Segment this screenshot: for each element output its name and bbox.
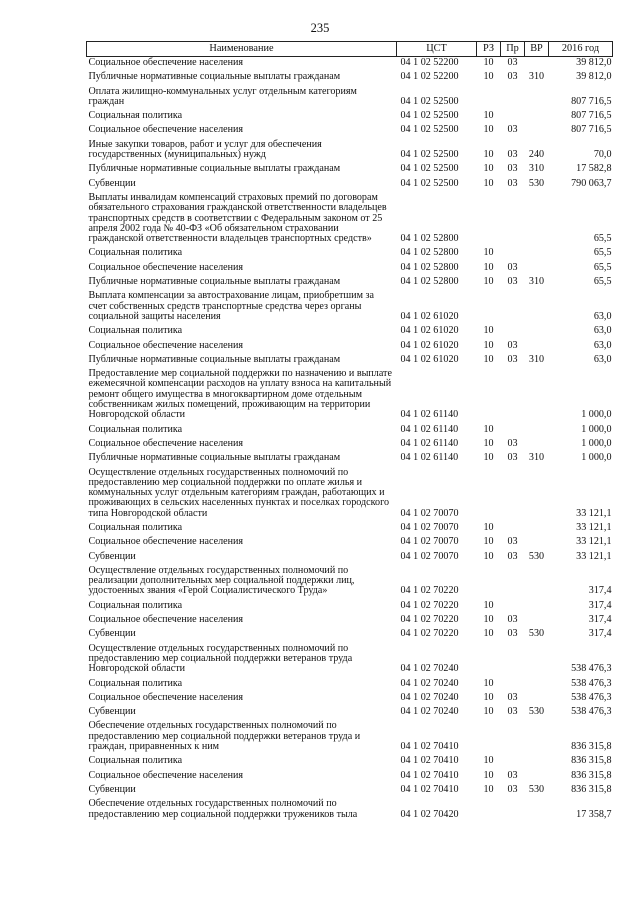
row-rz: 10	[483, 325, 494, 337]
row-pr	[501, 192, 525, 247]
row-amount: 836 315,8	[571, 755, 612, 767]
row-code: 04 1 02 70070	[400, 521, 459, 533]
row-name: Осуществление отдельных государственных полномочий по реализации дополнительных мер социальной поддержки лиц, удостоенных звания «Герой Социалистического Труда»	[88, 564, 355, 597]
row-vr	[525, 192, 549, 247]
row-pr: 03	[507, 452, 518, 464]
row-name: Выплаты инвалидам компенсаций страховых премий по договорам обязательного страхования гражданской ответственности владельцев транспортных средств в соответствии с Федеральным законом от 25 апреля 2002 года № 40-ФЗ «Об обязательном страховании гражданской ответственности владельцев транспортных средств»	[88, 191, 387, 245]
table-row	[87, 424, 613, 438]
row-amount: 65,5	[593, 247, 612, 259]
row-vr	[525, 86, 549, 111]
row-amount: 63,0	[593, 339, 612, 351]
row-amount: 836 315,8	[571, 783, 612, 795]
row-code: 04 1 02 52500	[400, 124, 459, 136]
row-code: 04 1 02 61140	[400, 452, 459, 464]
row-code: 04 1 02 52200	[400, 71, 459, 83]
row-pr	[501, 368, 525, 423]
row-vr	[525, 247, 549, 261]
row-pr: 03	[507, 536, 518, 548]
row-rz	[477, 720, 501, 755]
row-rz: 10	[483, 110, 494, 122]
row-rz: 10	[483, 339, 494, 351]
row-name: Социальная политика	[88, 677, 183, 689]
table-row	[87, 452, 613, 466]
row-rz	[477, 368, 501, 423]
row-name: Обеспечение отдельных государственных полномочий по предоставлению мер социальной поддержки тружеников тыла	[88, 798, 358, 820]
table-row	[87, 692, 613, 706]
row-rz: 10	[483, 71, 494, 83]
row-vr: 310	[528, 163, 545, 175]
table-row	[87, 57, 613, 72]
row-vr	[525, 110, 549, 124]
row-name: Обеспечение отдельных государственных полномочий по предоставлению мер социальной поддержки ветеранов труда и граждан, приравненных к ним	[88, 720, 361, 753]
row-rz: 10	[483, 628, 494, 640]
row-pr: 03	[507, 550, 518, 562]
row-rz: 10	[483, 550, 494, 562]
row-name: Субвенции	[88, 783, 136, 795]
row-amount: 317,4	[588, 599, 612, 611]
row-amount: 807 716,5	[571, 124, 612, 136]
row-vr	[525, 770, 549, 784]
row-code: 04 1 02 52800	[400, 233, 459, 245]
row-pr: 03	[507, 339, 518, 351]
row-code: 04 1 02 52800	[400, 261, 459, 273]
row-rz	[477, 798, 501, 823]
table-row	[87, 438, 613, 452]
row-rz	[477, 565, 501, 600]
table-row	[87, 163, 613, 177]
row-vr	[525, 340, 549, 354]
row-name: Субвенции	[88, 706, 136, 718]
row-code: 04 1 02 70070	[400, 550, 459, 562]
row-code: 04 1 02 70220	[400, 599, 459, 611]
row-rz: 10	[483, 353, 494, 365]
row-amount: 65,5	[593, 261, 612, 273]
row-code: 04 1 02 70410	[400, 783, 459, 795]
row-code: 04 1 02 61020	[400, 353, 459, 365]
row-pr: 03	[507, 57, 518, 68]
row-code: 04 1 02 61020	[400, 339, 459, 351]
header-code: ЦСТ	[397, 42, 477, 57]
table-row	[87, 139, 613, 164]
row-code: 04 1 02 70220	[400, 628, 459, 640]
table-header-row	[87, 42, 613, 57]
row-code: 04 1 02 52500	[400, 177, 459, 189]
row-pr	[501, 600, 525, 614]
budget-table	[86, 41, 613, 823]
table-row	[87, 643, 613, 678]
row-name: Социальное обеспечение населения	[88, 769, 244, 781]
table-row	[87, 86, 613, 111]
table-row	[87, 290, 613, 325]
table-row	[87, 551, 613, 565]
row-name: Осуществление отдельных государственных полномочий по предоставлению мер социальной поддержки ветеранов труда Новгородской области	[88, 642, 353, 675]
row-amount: 33 121,1	[576, 507, 612, 519]
table-row	[87, 178, 613, 192]
row-pr: 03	[507, 628, 518, 640]
row-name: Социальное обеспечение населения	[88, 261, 244, 273]
table-row	[87, 325, 613, 339]
row-rz	[477, 192, 501, 247]
row-rz: 10	[483, 536, 494, 548]
row-amount: 1 000,0	[581, 409, 612, 421]
row-pr	[501, 325, 525, 339]
row-rz	[477, 467, 501, 522]
header-name: Наименование	[87, 42, 397, 57]
row-vr: 310	[528, 353, 545, 365]
page-number: 235	[310, 21, 330, 35]
row-code: 04 1 02 70220	[400, 585, 459, 597]
row-vr: 310	[528, 276, 545, 288]
row-name: Выплата компенсации за автострахование лицам, приобретшим за счет собственных средств транспортные средства через органы социальной защиты населения	[88, 290, 374, 322]
table-row	[87, 536, 613, 550]
row-amount: 836 315,8	[571, 769, 612, 781]
row-pr	[501, 247, 525, 261]
row-pr: 03	[507, 124, 518, 136]
row-code: 04 1 02 70410	[400, 741, 459, 753]
row-amount: 33 121,1	[576, 521, 612, 533]
row-amount: 317,4	[588, 614, 612, 626]
row-rz	[477, 643, 501, 678]
table-row	[87, 247, 613, 261]
row-amount: 33 121,1	[576, 550, 612, 562]
row-amount: 63,0	[593, 353, 612, 365]
row-vr	[525, 600, 549, 614]
row-name: Социальное обеспечение населения	[88, 57, 244, 68]
row-name: Субвенции	[88, 177, 136, 189]
row-amount: 538 476,3	[571, 663, 612, 675]
row-code: 04 1 02 61140	[400, 409, 459, 421]
row-code: 04 1 02 52500	[400, 149, 459, 161]
row-rz: 10	[483, 177, 494, 189]
row-pr	[501, 467, 525, 522]
row-rz: 10	[483, 677, 494, 689]
row-name: Публичные нормативные социальные выплаты гражданам	[88, 452, 341, 464]
table-row	[87, 600, 613, 614]
row-vr	[525, 678, 549, 692]
row-rz: 10	[483, 163, 494, 175]
row-name: Публичные нормативные социальные выплаты гражданам	[88, 163, 341, 175]
row-name: Социальная политика	[88, 423, 183, 435]
row-vr	[525, 368, 549, 423]
table-row	[87, 678, 613, 692]
row-vr: 530	[528, 550, 545, 562]
table-body	[87, 57, 613, 823]
row-name: Социальное обеспечение населения	[88, 691, 244, 703]
row-vr: 240	[528, 149, 545, 161]
row-code: 04 1 02 61020	[400, 325, 459, 337]
table-row	[87, 262, 613, 276]
row-rz: 10	[483, 706, 494, 718]
row-rz: 10	[483, 437, 494, 449]
table-row	[87, 706, 613, 720]
row-pr	[501, 720, 525, 755]
row-code: 04 1 02 70240	[400, 677, 459, 689]
row-vr	[525, 424, 549, 438]
row-pr: 03	[507, 614, 518, 626]
row-amount: 836 315,8	[571, 741, 612, 753]
row-name: Публичные нормативные социальные выплаты гражданам	[88, 276, 341, 288]
row-vr	[525, 438, 549, 452]
row-pr	[501, 86, 525, 111]
row-code: 04 1 02 52800	[400, 247, 459, 259]
row-code: 04 1 02 70420	[400, 808, 459, 820]
row-vr	[525, 467, 549, 522]
row-name: Социальное обеспечение населения	[88, 614, 244, 626]
row-vr	[525, 522, 549, 536]
row-pr	[501, 565, 525, 600]
row-code: 04 1 02 70240	[400, 706, 459, 718]
row-name: Субвенции	[88, 628, 136, 640]
row-amount: 790 063,7	[571, 177, 612, 189]
row-vr: 530	[528, 177, 545, 189]
row-amount: 538 476,3	[571, 691, 612, 703]
row-code: 04 1 02 52500	[400, 110, 459, 122]
row-name: Публичные нормативные социальные выплаты гражданам	[88, 353, 341, 365]
row-amount: 65,5	[593, 233, 612, 245]
row-vr	[525, 57, 549, 72]
row-amount: 63,0	[593, 310, 612, 322]
row-pr: 03	[507, 71, 518, 83]
row-code: 04 1 02 61140	[400, 423, 459, 435]
row-pr: 03	[507, 261, 518, 273]
table-row	[87, 124, 613, 138]
row-amount: 65,5	[593, 276, 612, 288]
row-vr	[525, 798, 549, 823]
row-rz	[477, 290, 501, 325]
row-rz: 10	[483, 614, 494, 626]
row-rz: 10	[483, 261, 494, 273]
row-amount: 39 812,0	[576, 57, 612, 68]
row-amount: 70,0	[593, 149, 612, 161]
table-row	[87, 784, 613, 798]
row-pr: 03	[507, 706, 518, 718]
row-rz: 10	[483, 452, 494, 464]
row-amount: 1 000,0	[581, 452, 612, 464]
row-rz: 10	[483, 769, 494, 781]
row-name: Социальная политика	[88, 325, 183, 337]
row-rz: 10	[483, 124, 494, 136]
row-code: 04 1 02 61140	[400, 437, 459, 449]
row-vr: 530	[528, 706, 545, 718]
row-code: 04 1 02 70070	[400, 507, 459, 519]
row-rz: 10	[483, 755, 494, 767]
header-vr: ВР	[525, 42, 549, 57]
row-amount: 1 000,0	[581, 437, 612, 449]
header-pr: Пр	[501, 42, 525, 57]
table-row	[87, 755, 613, 769]
row-vr: 530	[528, 628, 545, 640]
row-amount: 538 476,3	[571, 677, 612, 689]
row-code: 04 1 02 52500	[400, 95, 459, 107]
row-name: Оплата жилищно-коммунальных услуг отдельным категориям граждан	[88, 85, 357, 107]
row-rz: 10	[483, 691, 494, 703]
table-row	[87, 276, 613, 290]
row-pr	[501, 290, 525, 325]
row-code: 04 1 02 70240	[400, 691, 459, 703]
row-code: 04 1 02 70070	[400, 536, 459, 548]
row-pr: 03	[507, 163, 518, 175]
row-pr	[501, 798, 525, 823]
table-row	[87, 467, 613, 522]
row-name: Социальное обеспечение населения	[88, 124, 244, 136]
row-pr	[501, 424, 525, 438]
table-row	[87, 110, 613, 124]
table-row	[87, 340, 613, 354]
row-rz: 10	[483, 423, 494, 435]
row-name: Социальная политика	[88, 110, 183, 122]
row-vr: 530	[528, 783, 545, 795]
row-pr	[501, 755, 525, 769]
row-vr	[525, 325, 549, 339]
row-code: 04 1 02 70410	[400, 755, 459, 767]
row-pr: 03	[507, 353, 518, 365]
row-pr: 03	[507, 691, 518, 703]
row-vr	[525, 614, 549, 628]
row-pr	[501, 643, 525, 678]
row-vr	[525, 643, 549, 678]
row-name: Социальное обеспечение населения	[88, 536, 244, 548]
row-amount: 17 358,7	[576, 808, 612, 820]
row-vr	[525, 290, 549, 325]
row-name: Публичные нормативные социальные выплаты гражданам	[88, 71, 341, 83]
header-amount: 2016 год	[549, 42, 613, 57]
table-row	[87, 192, 613, 247]
row-code: 04 1 02 70240	[400, 663, 459, 675]
table-row	[87, 628, 613, 642]
row-code: 04 1 02 52500	[400, 163, 459, 175]
row-rz: 10	[483, 783, 494, 795]
row-code: 04 1 02 70220	[400, 614, 459, 626]
row-name: Иные закупки товаров, работ и услуг для обеспечения государственных (муниципальных) нужд	[88, 138, 322, 161]
row-vr	[525, 565, 549, 600]
row-vr	[525, 536, 549, 550]
table-row	[87, 71, 613, 85]
row-amount: 317,4	[588, 628, 612, 640]
row-amount: 317,4	[588, 585, 612, 597]
row-pr: 03	[507, 177, 518, 189]
row-amount: 63,0	[593, 325, 612, 337]
row-name: Социальное обеспечение населения	[88, 339, 244, 351]
row-rz: 10	[483, 247, 494, 259]
row-rz	[477, 86, 501, 111]
row-amount: 17 582,8	[576, 163, 612, 175]
row-amount: 807 716,5	[571, 110, 612, 122]
row-amount: 1 000,0	[581, 423, 612, 435]
table-row	[87, 368, 613, 423]
row-name: Социальное обеспечение населения	[88, 437, 244, 449]
row-amount: 33 121,1	[576, 536, 612, 548]
table-row	[87, 565, 613, 600]
row-pr	[501, 522, 525, 536]
header-rz: РЗ	[477, 42, 501, 57]
row-vr	[525, 720, 549, 755]
table-row	[87, 522, 613, 536]
row-rz: 10	[483, 276, 494, 288]
row-vr	[525, 124, 549, 138]
row-vr: 310	[528, 452, 545, 464]
row-rz: 10	[483, 521, 494, 533]
row-pr	[501, 110, 525, 124]
row-amount: 538 476,3	[571, 706, 612, 718]
row-code: 04 1 02 52800	[400, 276, 459, 288]
table-row	[87, 354, 613, 368]
row-name: Субвенции	[88, 550, 136, 562]
row-name: Социальная политика	[88, 521, 183, 533]
row-vr: 310	[528, 71, 545, 83]
row-rz: 10	[483, 599, 494, 611]
row-rz: 10	[483, 149, 494, 161]
row-vr	[525, 692, 549, 706]
table-row	[87, 770, 613, 784]
row-name: Социальная политика	[88, 599, 183, 611]
row-code: 04 1 02 52200	[400, 57, 459, 68]
table-row	[87, 720, 613, 755]
row-code: 04 1 02 61020	[400, 310, 459, 322]
row-amount: 39 812,0	[576, 71, 612, 83]
row-code: 04 1 02 70410	[400, 769, 459, 781]
row-pr: 03	[507, 769, 518, 781]
row-pr: 03	[507, 149, 518, 161]
row-pr: 03	[507, 783, 518, 795]
table-row	[87, 798, 613, 823]
row-pr: 03	[507, 437, 518, 449]
row-pr	[501, 678, 525, 692]
table-row	[87, 614, 613, 628]
row-rz: 10	[483, 57, 494, 68]
row-name: Социальная политика	[88, 755, 183, 767]
row-vr	[525, 262, 549, 276]
row-vr	[525, 755, 549, 769]
row-name: Предоставление мер социальной поддержки по назначению и выплате ежемесячной компенсации расходов на уплату взноса на капитальный ремонт общего имущества в многоквартирном доме отдельным собственникам жилых помещений, проживающим на территории Новгородской области	[88, 368, 392, 421]
row-name: Социальная политика	[88, 247, 183, 259]
row-pr: 03	[507, 276, 518, 288]
row-name: Осуществление отдельных государственных полномочий по предоставлению мер социальной поддержки по оплате жилья и коммунальных услуг отдельным категориям граждан, работающих и проживающих в сельских населенных пунктах и поселках городского типа Новгородской области	[88, 466, 390, 519]
row-amount: 807 716,5	[571, 95, 612, 107]
